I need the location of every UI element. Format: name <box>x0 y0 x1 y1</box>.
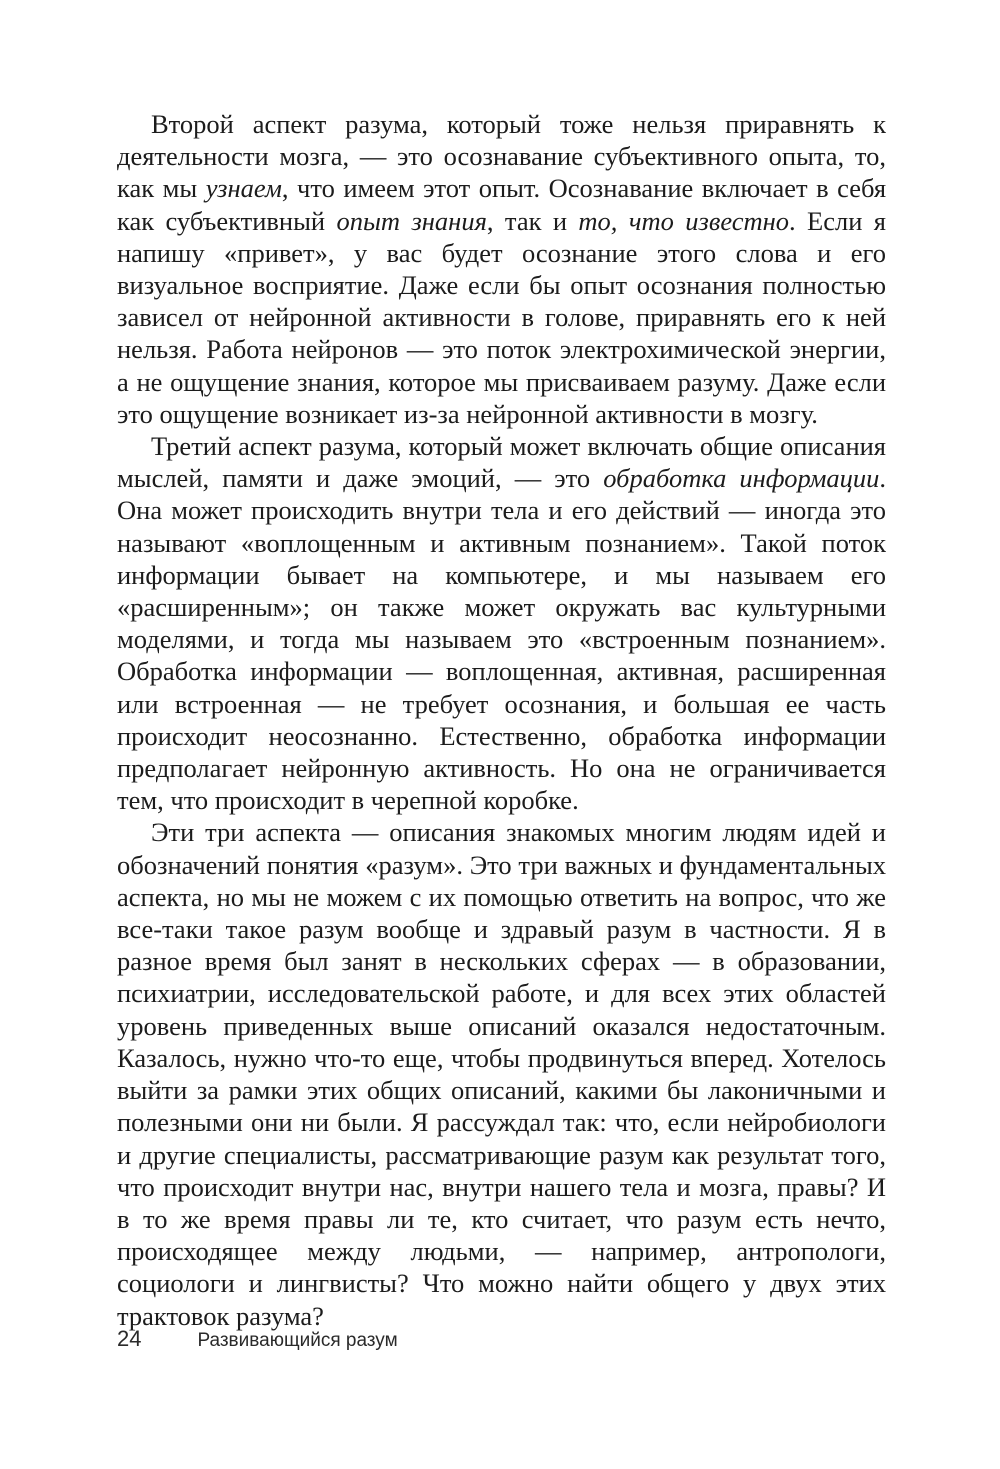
paragraph <box>117 430 886 816</box>
paragraph <box>117 816 886 1331</box>
page-number: 24 <box>117 1326 142 1351</box>
body-text <box>117 108 886 1332</box>
text-run: . Она может происходить внутри тела и его действий — иногда это называют «воплощенным и активным познанием». Такой поток информации бывает на компьютере, и мы называем его «расширенным»; он также может окружать вас культурными моделями, и тогда мы называем это «встроенным познанием». Обработка информации — воплощенная, активная, расширенная или встроенная — не требует осознания, и большая ее часть происходит неосознанно. Естественно, обработка информации предполагает нейронную активность. Но она не ограничивается тем, что происходит в черепной коробке. <box>117 463 886 816</box>
italic-text: опыт знания <box>336 205 487 236</box>
italic-text: то, что известно <box>578 205 790 236</box>
running-title: Развивающийся разум <box>197 1330 398 1351</box>
text-run: Второй аспект разума, который тоже нельзя приравнять к деятельности мозга, — это осознавание субъективного опыта, то, как мы <box>117 109 886 204</box>
paragraph <box>117 108 886 430</box>
text-run: Эти три аспекта — описания знакомых многим людям идей и обозначений понятия «разум». Это три важных и фундаментальных аспекта, но мы не можем с их помощью ответить на вопрос, что же все-таки такое разум вообще и здравый разум в частности. Я в разное время был занят в нескольких сферах — в образовании, психиатрии, исследовательской работе, и для всех этих областей уровень приведенных выше описаний оказался недостаточным. Казалось, нужно что-то еще, чтобы продвинуться вперед. Хотелось выйти за рамки этих общих описаний, какими бы лаконичными и полезными они ни были. Я рассуждал так: что, если нейробиологи и другие специалисты, рассматривающие разум как результат того, что происходит внутри нас, внутри нашего тела и мозга, правы? И в то же время правы ли те, кто считает, что разум есть нечто, происходящее между людьми, — например, антропологи, социологи и лингвисты? Что можно найти общего у двух этих трактовок разума? <box>117 817 886 1331</box>
text-run: , так и <box>486 205 579 236</box>
italic-text: узнаем <box>205 173 282 204</box>
text-run: Третий аспект разума, который может включать общие описания мыслей, памяти и даже эмоций, — это <box>117 431 886 494</box>
text-run: , что имеем этот опыт. Осознавание включает в себя как субъективный <box>117 173 887 236</box>
page-footer <box>117 1326 398 1352</box>
italic-text: обработка информации <box>603 463 880 494</box>
text-run: . Если я напишу «привет», у вас будет осознание этого слова и его визуальное восприятие. Даже если бы опыт осознания полностью зависел от нейронной активности в голове, приравнять его к ней нельзя. Работа нейронов — это поток электрохимической энергии, а не ощущение знания, которое мы присваиваем разуму. Даже если это ощущение возникает из-за нейронной активности в мозгу. <box>117 205 886 429</box>
